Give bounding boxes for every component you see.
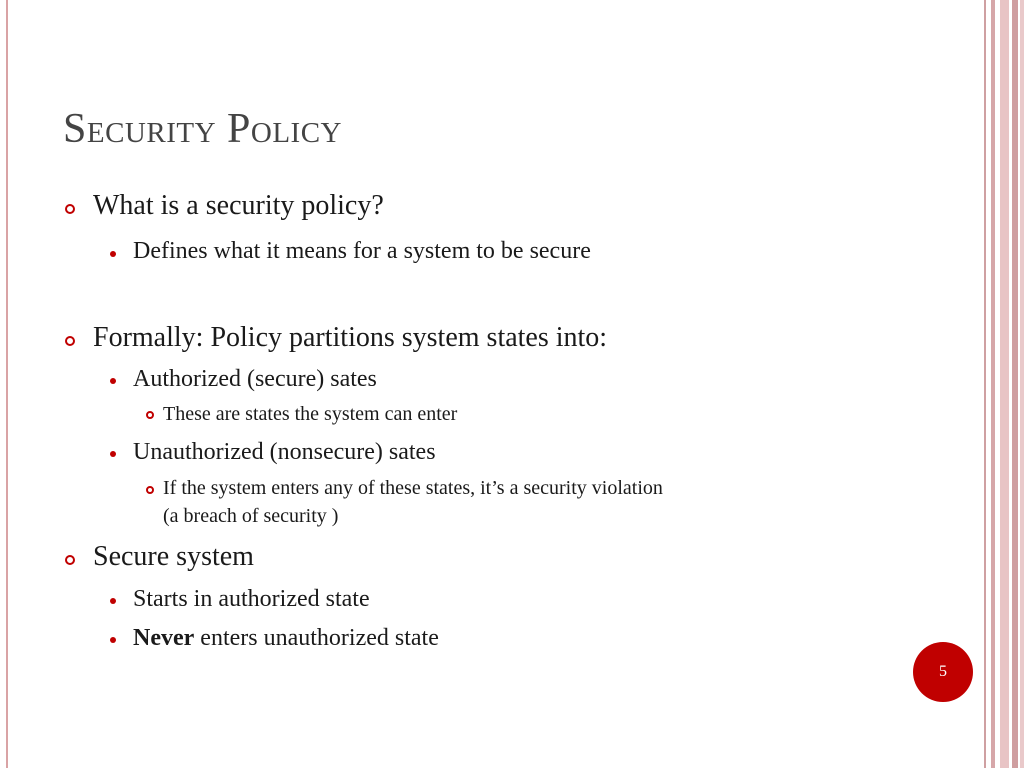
ring-bullet-icon <box>65 555 75 565</box>
bullet-text: Authorized (secure) sates <box>133 366 377 392</box>
dot-bullet-icon <box>110 378 116 384</box>
bullet-text: What is a security policy? <box>93 190 384 221</box>
ring-bullet-icon <box>146 486 154 494</box>
dot-bullet-icon <box>110 251 116 257</box>
ring-bullet-icon <box>146 411 154 419</box>
bullet-text: Defines what it means for a system to be secure <box>133 238 591 264</box>
bullet-text-continuation: (a breach of security ) <box>163 505 339 527</box>
dot-bullet-icon <box>110 637 116 643</box>
left-frame-line <box>6 0 8 768</box>
right-frame-stripes <box>984 0 1024 768</box>
ring-bullet-icon <box>65 204 75 214</box>
bullet-text <box>133 625 439 652</box>
dot-bullet-icon <box>110 598 116 604</box>
bullet-text-rest: enters unauthorized state <box>200 625 439 651</box>
bullet-text: If the system enters any of these states, it’s a security violation <box>163 477 663 499</box>
page-number-badge <box>913 642 973 702</box>
slide-title: Security Policy <box>63 106 342 152</box>
emphasis-never: Never <box>133 625 195 651</box>
page-number: 5 <box>939 663 947 680</box>
bullet-text: Secure system <box>93 541 254 572</box>
bullet-text: Unauthorized (nonsecure) sates <box>133 439 436 465</box>
bullet-text: Starts in authorized state <box>133 586 370 612</box>
dot-bullet-icon <box>110 451 116 457</box>
bullet-text: These are states the system can enter <box>163 403 458 425</box>
ring-bullet-icon <box>65 336 75 346</box>
bullet-text: Formally: Policy partitions system states into: <box>93 322 608 353</box>
